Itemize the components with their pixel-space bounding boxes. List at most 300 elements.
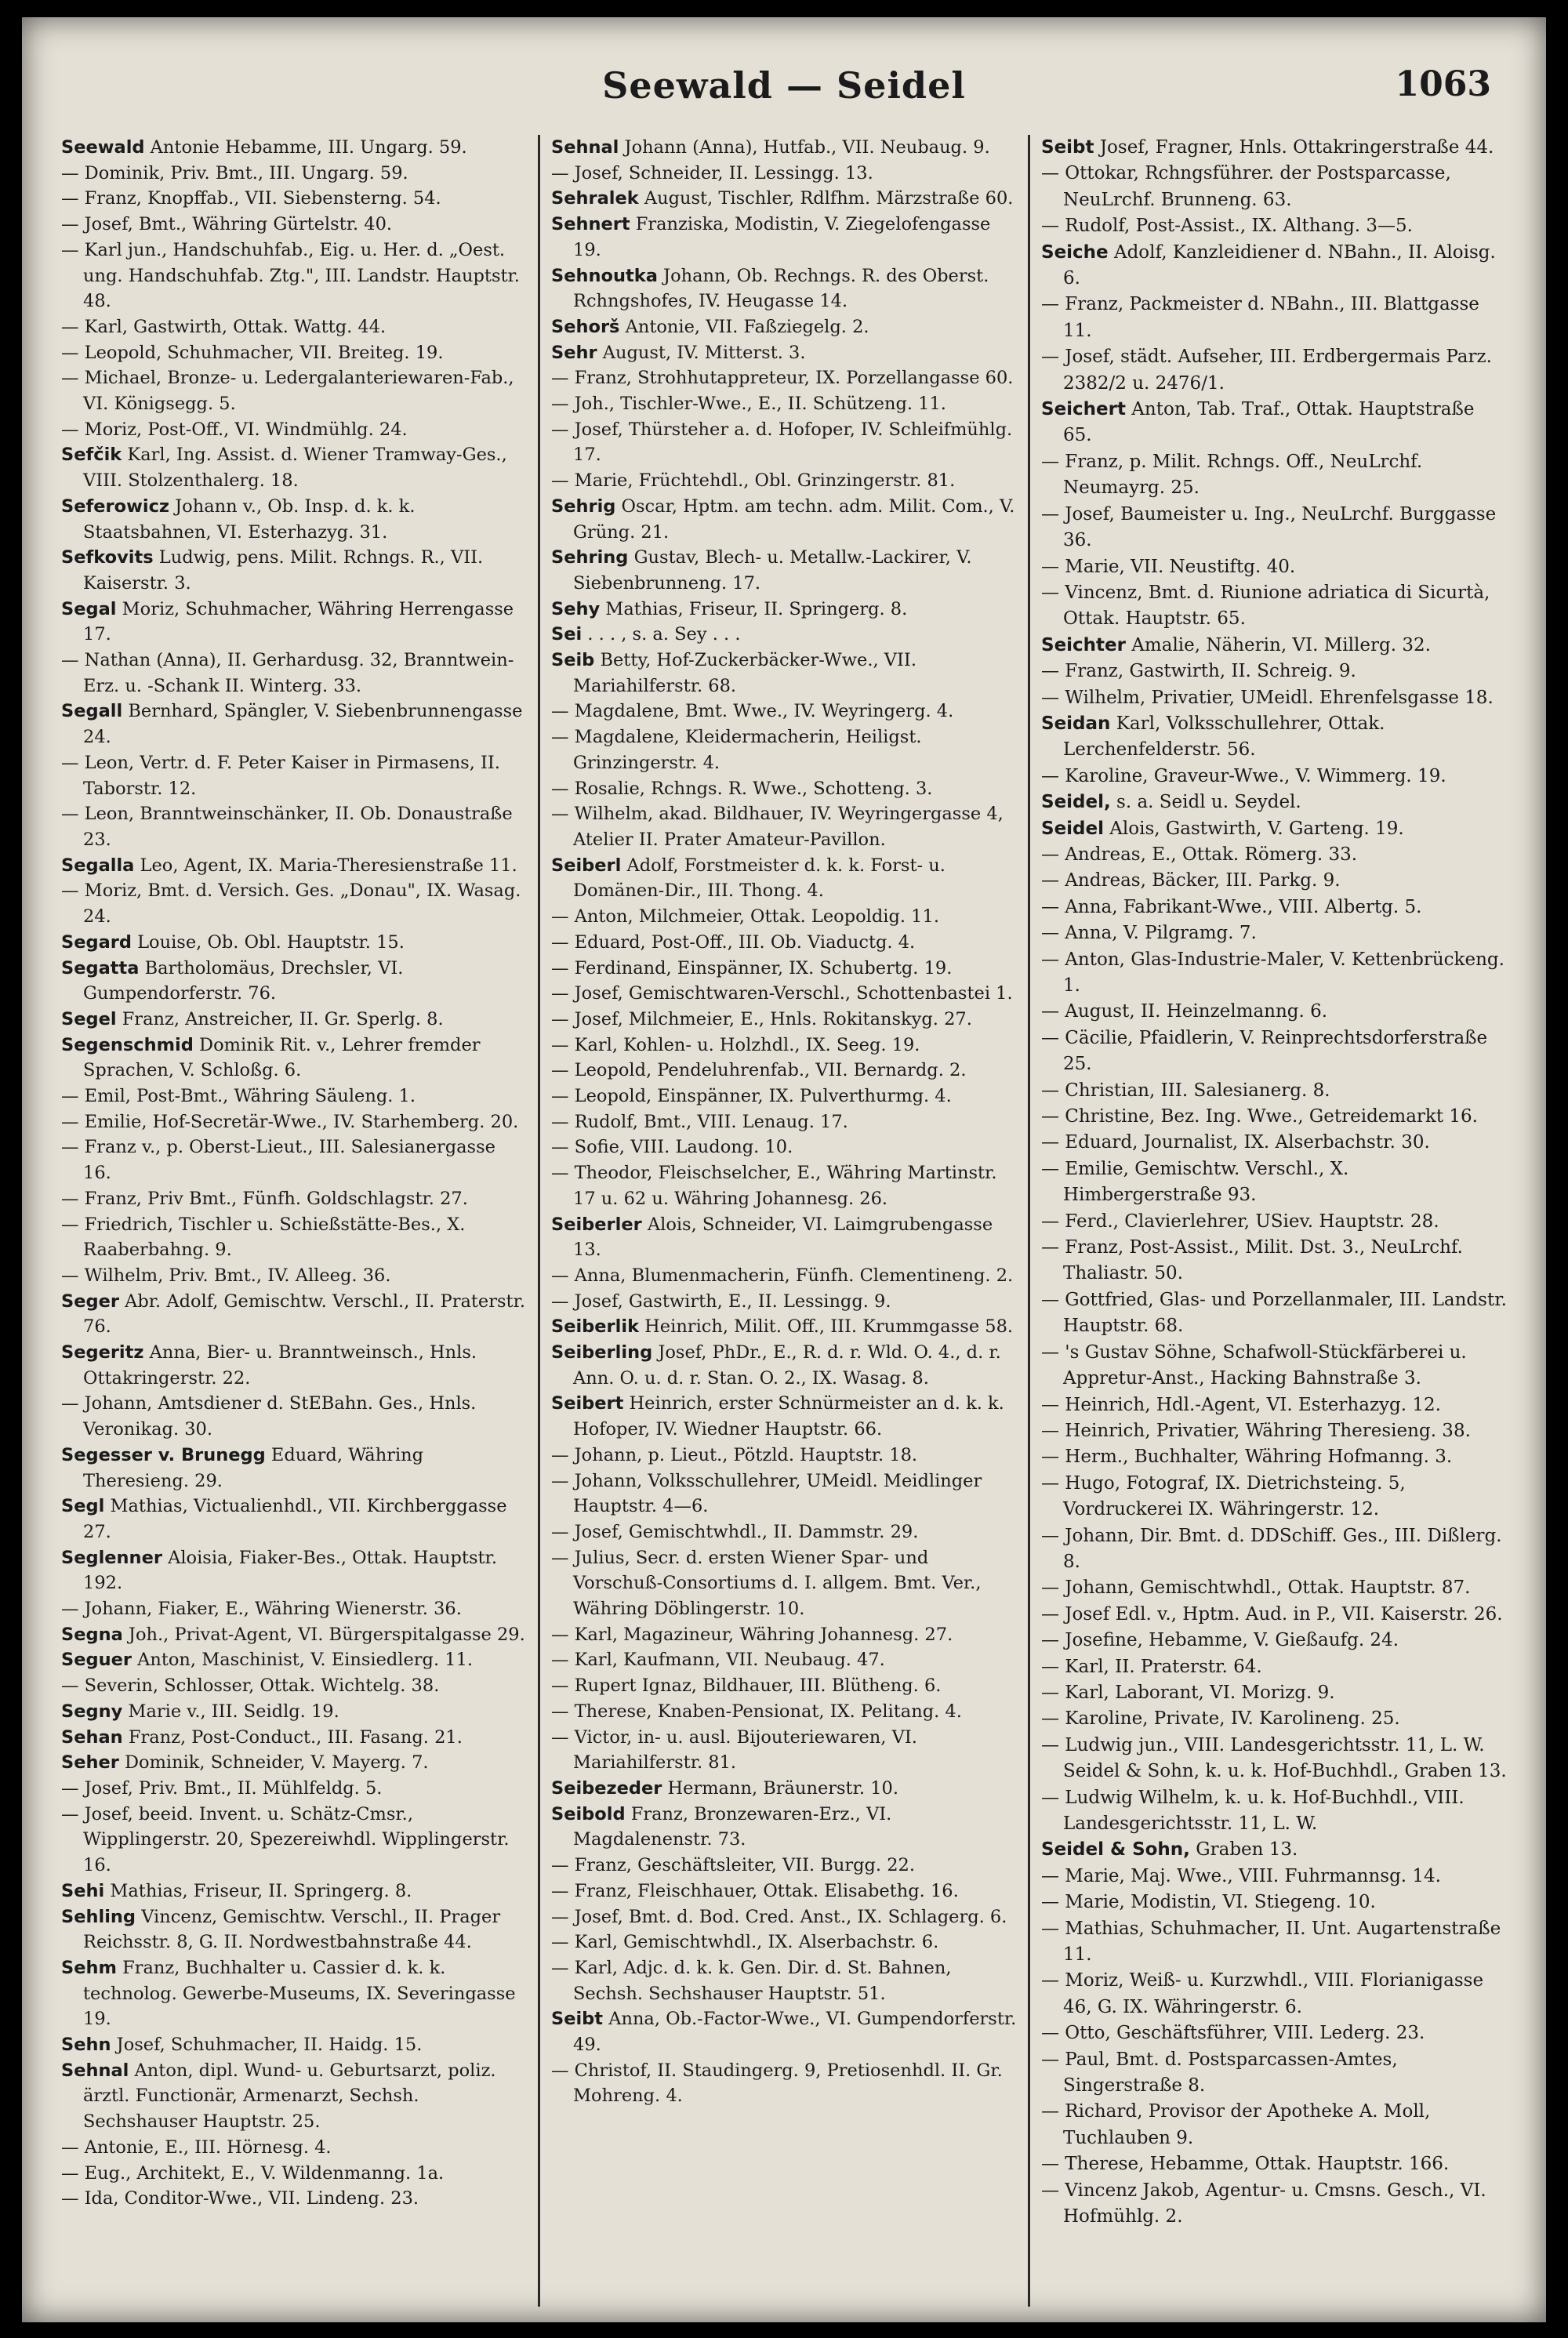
directory-entry — [1041, 868, 1507, 894]
directory-entry — [61, 1263, 527, 1289]
entry-details: — Karl, Magazineur, Währing Johannesg. 27. — [551, 1624, 953, 1645]
entry-details: — Eduard, Post-Off., III. Ob. Viaductg. 4. — [551, 931, 916, 953]
directory-entry — [1041, 1444, 1507, 1470]
directory-entry — [551, 1776, 1017, 1802]
entry-details: — Franz, p. Milit. Rchngs. Off., NeuLrchf. Neumayrg. 25. — [1041, 451, 1423, 499]
entry-details: — Magdalene, Kleidermacherin, Heiligst. Grinzingerstr. 4. — [551, 727, 922, 773]
entry-details: Amalie, Näherin, VI. Millerg. 32. — [1126, 634, 1431, 655]
directory-entry — [551, 545, 1017, 596]
entry-details: Hermann, Bräunerstr. 10. — [662, 1778, 898, 1799]
directory-entry — [551, 161, 1017, 187]
entry-details: — Christian, III. Salesianerg. 8. — [1041, 1080, 1330, 1101]
directory-entry — [61, 1135, 527, 1185]
directory-entry — [1041, 2178, 1507, 2231]
entry-details: — Theodor, Fleischselcher, E., Währing Martinstr. 17 u. 62 u. Währing Johannesg. 26. — [551, 1163, 997, 1209]
entry-details: — Marie, Modistin, VI. Stiegeng. 10. — [1041, 1892, 1376, 1913]
entry-details: — Heinrich, Privatier, Währing Theresieng. 38. — [1041, 1420, 1471, 1441]
directory-entry — [1041, 1654, 1507, 1680]
entry-surname: Seguer — [61, 1650, 132, 1671]
directory-entry — [61, 1340, 527, 1391]
directory-entry — [1041, 161, 1507, 213]
entry-details: — Johann, Dir. Bmt. d. DDSchiff. Ges., III. Dißlerg. 8. — [1041, 1525, 1502, 1572]
directory-entry — [61, 1033, 527, 1084]
directory-entry — [1041, 213, 1507, 239]
entry-details: — Josef, Gastwirth, E., II. Lessingg. 9. — [551, 1291, 891, 1312]
directory-columns — [50, 135, 1518, 2307]
directory-entry — [61, 161, 527, 187]
entry-details: — Eug., Architekt, E., V. Wildenmanng. 1a. — [61, 2162, 445, 2184]
entry-surname: Segall — [61, 701, 123, 722]
entry-details: Josef, Schuhmacher, II. Haidg. 15. — [111, 2035, 423, 2056]
entry-surname: Sehring — [551, 547, 629, 568]
directory-entry — [1041, 1916, 1507, 1969]
directory-entry — [1041, 1392, 1507, 1418]
entry-surname: Seglenner — [61, 1547, 162, 1568]
entry-details: — Karl, Kaufmann, VII. Neubaug. 47. — [551, 1650, 885, 1671]
entry-details: Anton, dipl. Wund- u. Geburtsarzt, poliz. ärztl. Functionär, Armenarzt, Sechsh. Sechshauser Hauptstr. 25. — [83, 2060, 496, 2133]
directory-entry — [551, 1699, 1017, 1725]
entry-details: — Gottfried, Glas- und Porzellanmaler, III. Landstr. Hauptstr. 68. — [1041, 1289, 1507, 1337]
entry-details: — Marie, Maj. Wwe., VIII. Fuhrmannsg. 14. — [1041, 1865, 1441, 1886]
directory-entry — [61, 238, 527, 314]
entry-details: Joh., Privat-Agent, VI. Bürgerspitalgasse 29. — [122, 1624, 525, 1645]
directory-entry — [61, 1109, 527, 1135]
entry-details: Johann, Ob. Rechngs. R. des Oberst. Rchngshofes, IV. Heugasse 14. — [573, 265, 989, 312]
entry-details: — Anton, Glas-Industrie-Maler, V. Kettenbrückeng. 1. — [1041, 949, 1504, 996]
entry-details: Eduard, Währing Theresieng. 29. — [83, 1444, 424, 1491]
directory-entry — [61, 699, 527, 750]
directory-entry — [551, 1802, 1017, 1853]
directory-entry — [61, 1622, 527, 1648]
directory-entry — [551, 904, 1017, 930]
entry-surname: Sehnert — [551, 214, 630, 235]
entry-surname: Segel — [61, 1008, 117, 1029]
directory-entry — [551, 622, 1017, 648]
entry-surname: Segl — [61, 1496, 105, 1517]
entry-details: Graben 13. — [1189, 1839, 1298, 1861]
directory-entry — [1041, 580, 1507, 633]
directory-entry — [1041, 685, 1507, 711]
entry-details: — Karl, Gastwirth, Ottak. Wattg. 44. — [61, 316, 387, 337]
entry-details: — Heinrich, Hdl.-Agent, VI. Esterhazyg. 12. — [1041, 1394, 1441, 1415]
entry-surname: Sehan — [61, 1726, 123, 1748]
entry-details: — Johann, Amtsdiener d. StEBahn. Ges., Hnls. Veronikag. 30. — [61, 1393, 477, 1440]
directory-entry — [551, 1263, 1017, 1289]
directory-entry — [61, 1647, 527, 1673]
entry-details: — Herm., Buchhalter, Währing Hofmanng. 3. — [1041, 1447, 1453, 1468]
directory-entry — [551, 1289, 1017, 1315]
entry-details: — Anna, Fabrikant-Wwe., VIII. Albertg. 5. — [1041, 896, 1422, 917]
entry-surname: Seiberler — [551, 1214, 642, 1235]
entry-details: Betty, Hof-Zuckerbäcker-Wwe., VII. Mariahilferstr. 68. — [573, 650, 916, 696]
entry-details: Abr. Adolf, Gemischtw. Verschl., II. Praterstr. 76. — [83, 1291, 526, 1338]
directory-entry — [551, 1622, 1017, 1648]
directory-entry — [1041, 947, 1507, 1000]
directory-entry — [551, 340, 1017, 366]
entry-details: — Joh., Tischler-Wwe., E., II. Schützeng. 11. — [551, 394, 946, 415]
entry-surname: Seibt — [551, 2009, 604, 2030]
entry-surname: Sehn — [61, 2035, 111, 2056]
entry-details: — Paul, Bmt. d. Postsparcassen-Amtes, Singerstraße 8. — [1041, 2049, 1398, 2097]
directory-entry — [61, 186, 527, 212]
directory-entry — [1041, 449, 1507, 502]
directory-entry — [551, 1647, 1017, 1673]
entry-details: Vincenz, Gemischtw. Verschl., II. Prager Reichsstr. 8, G. II. Nordwestbahnstraße 44. — [83, 1906, 501, 1953]
directory-entry — [551, 1314, 1017, 1340]
entry-details: — Rudolf, Post-Assist., IX. Althang. 3—5. — [1041, 216, 1413, 237]
directory-entry — [1041, 292, 1507, 344]
directory-entry — [61, 2161, 527, 2187]
directory-entry — [61, 1596, 527, 1622]
entry-details: Heinrich, Milit. Off., III. Krummgasse 58. — [639, 1316, 1014, 1338]
directory-entry — [551, 1058, 1017, 1084]
entry-details: — Franz, Geschäftsleiter, VII. Burgg. 22. — [551, 1855, 915, 1876]
directory-entry — [551, 1955, 1017, 2006]
entry-details: — Julius, Secr. d. ersten Wiener Spar- und Vorschuß-Consortiums d. I. allgem. Bmt. Ver., Währing Döblingerstr. 10. — [551, 1547, 982, 1620]
entry-details: — 's Gustav Söhne, Schafwoll-Stückfärberei u. Appretur-Anst., Hacking Bahnstraße 3. — [1041, 1341, 1467, 1389]
entry-surname: Sefčik — [61, 445, 122, 466]
directory-entry — [551, 417, 1017, 468]
entry-surname: Segeritz — [61, 1342, 144, 1363]
directory-entry — [1041, 1706, 1507, 1732]
directory-entry — [551, 1519, 1017, 1545]
entry-details: — Anna, Blumenmacherin, Fünfh. Clementineng. 2. — [551, 1265, 1014, 1286]
entry-details: — Josef, Baumeister u. Ing., NeuLrchf. Burggasse 36. — [1041, 503, 1497, 551]
running-head: Seewald — Seidel — [602, 64, 966, 107]
directory-entry — [1041, 1733, 1507, 1785]
directory-entry — [551, 1160, 1017, 1211]
entry-details: — Josef, Thürsteher a. d. Hofoper, IV. Schleifmühlg. 17. — [551, 419, 1013, 466]
entry-details: — Andreas, Bäcker, III. Parkg. 9. — [1041, 870, 1341, 891]
entry-details: — Josef, Bmt., Währing Gürtelstr. 40. — [61, 214, 393, 235]
directory-entry — [1041, 842, 1507, 868]
entry-details: — Leon, Vertr. d. F. Peter Kaiser in Pirmasens, II. Taborstr. 12. — [61, 752, 500, 799]
entry-surname: Segesser v. Brunegg — [61, 1444, 266, 1465]
directory-entry — [61, 340, 527, 366]
directory-entry — [1041, 920, 1507, 946]
directory-entry — [1041, 1418, 1507, 1444]
entry-details: August, IV. Mitterst. 3. — [597, 342, 806, 363]
entry-surname: Sehr — [551, 342, 597, 363]
column-left — [50, 135, 538, 2307]
entry-details: — Franz, Post-Assist., Milit. Dst. 3., NeuLrchf. Thaliastr. 50. — [1041, 1237, 1463, 1284]
directory-entry — [1041, 1628, 1507, 1654]
entry-details: Franz, Anstreicher, II. Gr. Sperlg. 8. — [116, 1008, 444, 1029]
directory-entry — [551, 2006, 1017, 2057]
entry-details: — Moriz, Bmt. d. Versich. Ges. „Donau", IX. Wasag. 24. — [61, 880, 521, 928]
entry-details: — Franz, Priv Bmt., Fünfh. Goldschlagstr. 27. — [61, 1188, 468, 1209]
entry-details: — Mathias, Schuhmacher, II. Unt. Augartenstraße 11. — [1041, 1918, 1501, 1966]
entry-details: Karl, Ing. Assist. d. Wiener Tramway-Ges., VIII. Stolzenthalerg. 18. — [83, 445, 507, 492]
entry-details: Oscar, Hptm. am techn. adm. Milit. Com., V. Grüng. 21. — [573, 496, 1015, 543]
entry-surname: Seewald — [61, 137, 145, 158]
entry-details: — Therese, Knaben-Pensionat, IX. Pelitang. 4. — [551, 1701, 962, 1722]
directory-entry — [61, 1494, 527, 1545]
entry-surname: Seichert — [1041, 399, 1126, 420]
entry-details: Johann v., Ob. Insp. d. k. k. Staatsbahnen, VI. Esterhazyg. 31. — [83, 496, 416, 543]
entry-details: — Andreas, E., Ottak. Römerg. 33. — [1041, 844, 1358, 865]
directory-page — [22, 17, 1546, 2322]
entry-details: — Franz, Packmeister d. NBahn., III. Blattgasse 11. — [1041, 294, 1479, 341]
entry-details: Bartholomäus, Drechsler, VI. Gumpendorferstr. 76. — [83, 957, 404, 1004]
directory-entry — [551, 956, 1017, 982]
entry-details: — Anton, Milchmeier, Ottak. Leopoldig. 11. — [551, 906, 939, 928]
directory-entry — [551, 212, 1017, 263]
entry-details: — Josef, Gemischtwhdl., II. Dammstr. 29. — [551, 1521, 919, 1542]
directory-entry — [1041, 1890, 1507, 1915]
entry-details: — Karoline, Private, IV. Karolineng. 25. — [1041, 1708, 1400, 1730]
entry-details: — Karoline, Graveur-Wwe., V. Wimmerg. 19. — [1041, 765, 1446, 786]
directory-entry — [551, 1212, 1017, 1263]
entry-surname: Seiberlik — [551, 1316, 640, 1338]
entry-details: — Josef, Schneider, II. Lessingg. 13. — [551, 162, 873, 183]
entry-details: — Karl, II. Praterstr. 64. — [1041, 1656, 1262, 1677]
entry-details: Anton, Maschinist, V. Einsiedlerg. 11. — [131, 1650, 474, 1671]
column-middle — [538, 135, 1028, 2307]
directory-entry — [1041, 1602, 1507, 1628]
entry-details: Heinrich, erster Schnürmeister an d. k. k. Hofoper, IV. Wiedner Hauptstr. 66. — [573, 1393, 1004, 1440]
entry-details: Josef, PhDr., E., R. d. r. Wld. O. 4., d. r. Ann. O. u. d. r. Stan. O. 2., IX. Wasag. 8. — [573, 1342, 1001, 1389]
directory-entry — [1041, 1235, 1507, 1287]
directory-entry — [551, 1443, 1017, 1469]
entry-details: — Victor, in- u. ausl. Bijouteriewaren, VI. Mariahilferstr. 81. — [551, 1726, 917, 1773]
entry-details: August, Tischler, Rdlfhm. Märzstraße 60. — [638, 188, 1014, 209]
directory-entry — [61, 1750, 527, 1776]
entry-surname: Sehnal — [61, 2060, 129, 2081]
entry-details: — Josef, Gemischtwaren-Verschl., Schottenbastei 1. — [551, 983, 1013, 1004]
directory-entry — [551, 1033, 1017, 1058]
entry-surname: Seibezeder — [551, 1778, 662, 1799]
directory-entry — [61, 1955, 527, 2032]
entry-surname: Seferowicz — [61, 496, 169, 517]
column-right — [1028, 135, 1518, 2307]
entry-details: — Leon, Branntweinschänker, II. Ob. Donaustraße 23. — [61, 804, 513, 850]
entry-details: — Friedrich, Tischler u. Schießstätte-Bes., X. Raaberbahng. 9. — [61, 1214, 466, 1261]
directory-entry — [551, 930, 1017, 956]
directory-entry — [1041, 1864, 1507, 1890]
directory-entry — [1041, 1026, 1507, 1078]
entry-details: Franz, Bronzewaren-Erz., VI. Magdalenenstr. 73. — [573, 1803, 892, 1850]
entry-details: — Johann, Fiaker, E., Währing Wienerstr. 36. — [61, 1599, 462, 1620]
entry-surname: Seiberl — [551, 855, 622, 876]
entry-details: Johann (Anna), Hutfab., VII. Neubaug. 9. — [619, 137, 990, 158]
entry-surname: Segny — [61, 1701, 123, 1722]
entry-details: — Wilhelm, Priv. Bmt., IV. Alleeg. 36. — [61, 1265, 391, 1286]
entry-details: — Christof, II. Staudingerg. 9, Pretiosenhdl. II. Gr. Mohreng. 4. — [551, 2060, 1003, 2107]
entry-details: Mathias, Victualienhdl., VII. Kirchberggasse 27. — [83, 1496, 507, 1542]
entry-surname: Sehorš — [551, 316, 620, 337]
directory-entry — [61, 1802, 527, 1879]
entry-details: — Johann, Volksschullehrer, UMeidl. Meidlinger Hauptstr. 4—6. — [551, 1470, 982, 1517]
entry-details: — Josef, Priv. Bmt., II. Mühlfeldg. 5. — [61, 1778, 383, 1799]
directory-entry — [61, 2058, 527, 2135]
entry-details: — Josef Edl. v., Hptm. Aud. in P., VII. Kaiserstr. 26. — [1041, 1603, 1503, 1625]
directory-entry — [61, 2186, 527, 2212]
directory-entry — [61, 597, 527, 648]
entry-surname: Segal — [61, 598, 117, 619]
entry-details: Alois, Gastwirth, V. Garteng. 19. — [1104, 818, 1404, 839]
directory-entry — [1041, 1287, 1507, 1340]
directory-entry — [61, 545, 527, 596]
entry-details: — Christine, Bez. Ing. Wwe., Getreidemarkt 16. — [1041, 1106, 1478, 1127]
directory-entry — [1041, 1968, 1507, 2020]
directory-entry — [61, 878, 527, 929]
directory-entry — [61, 417, 527, 443]
entry-surname: Segenschmid — [61, 1034, 194, 1055]
entry-surname: Sehling — [61, 1906, 136, 1927]
entry-details: — Leopold, Einspänner, IX. Pulverthurmg. 4. — [551, 1086, 952, 1107]
directory-entry — [551, 1135, 1017, 1160]
entry-details: — Moriz, Weiß- u. Kurzwhdl., VIII. Florianigasse 46, G. IX. Währingerstr. 6. — [1041, 1970, 1484, 2017]
directory-entry — [61, 1673, 527, 1699]
entry-details: Anna, Ob.-Factor-Wwe., VI. Gumpendorferstr. 49. — [573, 2009, 1017, 2056]
directory-entry — [61, 1699, 527, 1725]
directory-entry — [551, 135, 1017, 161]
entry-details: Franziska, Modistin, V. Ziegelofengasse 19. — [573, 214, 991, 260]
entry-surname: Segatta — [61, 957, 140, 978]
page-header — [22, 64, 1546, 119]
entry-details: — August, II. Heinzelmanng. 6. — [1041, 1001, 1328, 1022]
entry-details: Moriz, Schuhmacher, Währing Herrengasse 17. — [83, 598, 514, 645]
directory-entry — [1041, 895, 1507, 920]
entry-details: — Leopold, Pendeluhrenfab., VII. Bernardg. 2. — [551, 1060, 967, 1081]
entry-details: s. a. Seidl u. Seydel. — [1110, 792, 1301, 813]
entry-details: — Nathan (Anna), II. Gerhardusg. 32, Branntwein-Erz. u. -Schank II. Winterg. 33. — [61, 650, 514, 696]
directory-entry — [61, 1084, 527, 1109]
entry-surname: Segalla — [61, 855, 135, 876]
directory-entry — [1041, 764, 1507, 790]
directory-entry — [61, 1289, 527, 1340]
directory-entry — [551, 597, 1017, 623]
entry-details: — Eduard, Journalist, IX. Alserbachstr. 30. — [1041, 1132, 1430, 1153]
entry-details: Josef, Fragner, Hnls. Ottakringerstraße 44. — [1094, 137, 1494, 158]
directory-entry — [551, 1879, 1017, 1904]
directory-entry — [1041, 1471, 1507, 1523]
entry-surname: Sei — [551, 624, 583, 645]
entry-details: Aloisia, Fiaker-Bes., Ottak. Hauptstr. 192. — [83, 1547, 497, 1594]
directory-entry — [1041, 1575, 1507, 1601]
entry-details: Ludwig, pens. Milit. Rchngs. R., VII. Kaiserstr. 3. — [83, 547, 484, 594]
entry-details: Leo, Agent, IX. Maria-Theresienstraße 11. — [134, 855, 517, 876]
directory-entry — [61, 1186, 527, 1212]
entry-surname: Seibert — [551, 1393, 624, 1414]
directory-entry — [1041, 1156, 1507, 1209]
directory-entry — [551, 263, 1017, 314]
directory-entry — [61, 1545, 527, 1596]
entry-details: Gustav, Blech- u. Metallw.-Lackirer, V. Siebenbrunneng. 17. — [573, 547, 972, 594]
directory-entry — [61, 1391, 527, 1442]
entry-surname: Sehnal — [551, 137, 619, 158]
entry-details: — Karl, Kohlen- u. Holzhdl., IX. Seeg. 19. — [551, 1034, 920, 1055]
entry-details: — Hugo, Fotograf, IX. Dietrichsteing. 5, Vordruckerei IX. Währingerstr. 12. — [1041, 1472, 1406, 1520]
entry-details: — Wilhelm, Privatier, UMeidl. Ehrenfelsgasse 18. — [1041, 687, 1494, 708]
entry-surname: Seiberling — [551, 1342, 653, 1363]
directory-entry — [1041, 1078, 1507, 1104]
entry-details: — Antonie, E., III. Hörnesg. 4. — [61, 2137, 332, 2158]
entry-details: — Marie, Früchtehdl., Obl. Grinzingerstr. 81. — [551, 470, 956, 492]
directory-entry — [551, 1007, 1017, 1033]
entry-details: — Marie, VII. Neustiftg. 40. — [1041, 556, 1296, 577]
directory-entry — [1041, 1209, 1507, 1235]
directory-entry — [551, 648, 1017, 699]
entry-surname: Sehy — [551, 598, 601, 619]
directory-entry — [61, 494, 527, 545]
directory-entry — [1041, 999, 1507, 1025]
entry-details: — Ludwig jun., VIII. Landesgerichtsstr. 11, L. W. Seidel & Sohn, k. u. k. Hof-Buchhdl., Graben 13. — [1041, 1734, 1507, 1782]
directory-entry — [61, 212, 527, 238]
directory-entry — [1041, 502, 1507, 554]
entry-surname: Seidel — [1041, 818, 1104, 839]
entry-details: — Vincenz Jakob, Agentur- u. Cmsns. Gesch., VI. Hofmühlg. 2. — [1041, 2180, 1486, 2227]
entry-surname: Seger — [61, 1291, 119, 1312]
entry-details: — Josef, Bmt. d. Bod. Cred. Anst., IX. Schlagerg. 6. — [551, 1906, 1007, 1927]
entry-details: Antonie, VII. Faßziegelg. 2. — [619, 316, 869, 337]
directory-entry — [61, 853, 527, 879]
directory-entry — [61, 956, 527, 1007]
directory-entry — [1041, 554, 1507, 580]
directory-entry — [1041, 135, 1507, 161]
entry-surname: Sehrig — [551, 496, 616, 517]
entry-details: — Rosalie, Rchngs. R. Wwe., Schotteng. 3. — [551, 778, 933, 799]
entry-details: — Rudolf, Bmt., VIII. Lenaug. 17. — [551, 1111, 848, 1132]
entry-details: Mathias, Friseur, II. Springerg. 8. — [104, 1880, 412, 1901]
entry-details: Anton, Tab. Traf., Ottak. Hauptstraße 65. — [1063, 399, 1475, 446]
directory-entry — [551, 699, 1017, 724]
entry-surname: Sehnoutka — [551, 265, 658, 286]
directory-entry — [551, 1084, 1017, 1109]
directory-entry — [1041, 1130, 1507, 1156]
directory-entry — [1041, 2020, 1507, 2046]
directory-entry — [1041, 2047, 1507, 2100]
entry-details: — Wilhelm, akad. Bildhauer, IV. Weyringergasse 4, Atelier II. Prater Amateur-Pavillon. — [551, 804, 1004, 850]
entry-details: — Dominik, Priv. Bmt., III. Ungarg. 59. — [61, 162, 408, 183]
directory-entry — [61, 1212, 527, 1263]
entry-details: — Ferdinand, Einspänner, IX. Schubertg. 19. — [551, 957, 953, 978]
directory-entry — [1041, 659, 1507, 684]
directory-entry — [1041, 344, 1507, 397]
entry-details: Franz, Post-Conduct., III. Fasang. 21. — [122, 1726, 463, 1748]
page-number: 1063 — [1395, 64, 1491, 104]
directory-entry — [1041, 2151, 1507, 2177]
directory-entry — [1041, 240, 1507, 292]
directory-entry — [1041, 1785, 1507, 1838]
entry-details: — Anna, V. Pilgramg. 7. — [1041, 923, 1257, 944]
directory-entry — [551, 1545, 1017, 1622]
entry-details: — Vincenz, Bmt. d. Riunione adriatica di Sicurtà, Ottak. Hauptstr. 65. — [1041, 582, 1490, 630]
directory-entry — [61, 1904, 527, 1955]
entry-details: — Emilie, Gemischtw. Verschl., X. Himbergerstraße 93. — [1041, 1158, 1349, 1206]
directory-entry — [61, 1443, 527, 1494]
directory-entry — [61, 2135, 527, 2161]
entry-details: — Franz, Gastwirth, II. Schreig. 9. — [1041, 661, 1356, 682]
directory-entry — [61, 135, 527, 161]
directory-entry — [551, 724, 1017, 775]
entry-details: — Ida, Conditor-Wwe., VII. Lindeng. 23. — [61, 2188, 419, 2209]
entry-details: — Otto, Geschäftsführer, VIII. Lederg. 23. — [1041, 2023, 1425, 2044]
directory-entry — [551, 314, 1017, 340]
directory-entry — [1041, 1523, 1507, 1576]
directory-entry — [61, 930, 527, 956]
directory-entry — [1041, 1680, 1507, 1706]
entry-surname: Seher — [61, 1752, 119, 1773]
directory-entry — [1041, 1104, 1507, 1130]
entry-details: Dominik, Schneider, V. Mayerg. 7. — [118, 1752, 429, 1773]
directory-entry — [1041, 633, 1507, 659]
directory-entry — [551, 1904, 1017, 1930]
directory-entry — [551, 391, 1017, 417]
directory-entry — [551, 776, 1017, 802]
entry-details: Marie v., III. Seidlg. 19. — [122, 1701, 339, 1722]
